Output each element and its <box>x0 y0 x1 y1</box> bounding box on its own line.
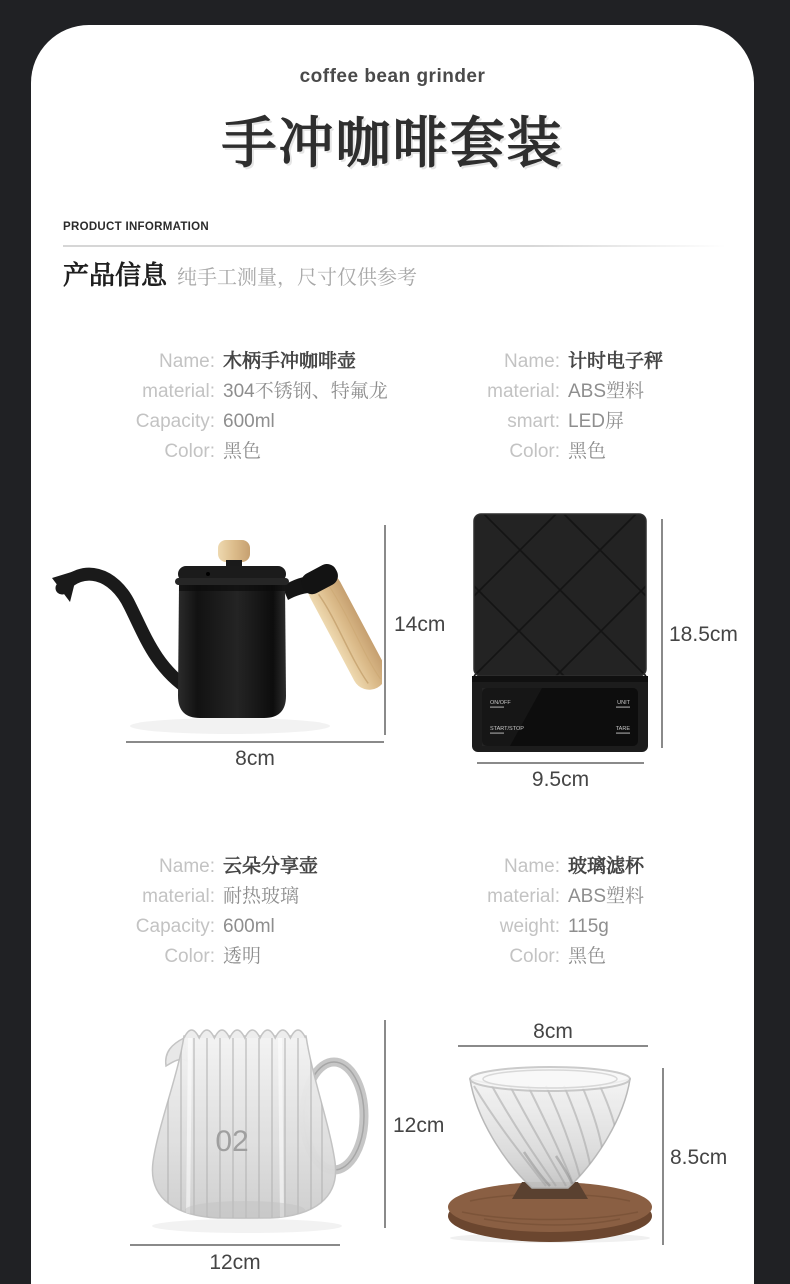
spec-row <box>440 942 770 972</box>
spec-row <box>95 407 425 437</box>
spec-value: 黑色 <box>568 441 607 462</box>
server-width-label: 12cm <box>209 1251 261 1274</box>
spec-row <box>440 347 770 377</box>
scale-height-line <box>661 519 663 748</box>
spec-value: ABS塑料 <box>568 381 645 402</box>
dripper-width-label: 8cm <box>533 1020 573 1043</box>
spec-label: Color: <box>509 946 560 967</box>
section-divider <box>63 245 726 247</box>
spec-value: LED屏 <box>568 411 624 432</box>
spec-label: Color: <box>164 946 215 967</box>
server-height-line <box>384 1020 386 1228</box>
spec-row <box>95 912 425 942</box>
spec-row <box>440 377 770 407</box>
spec-value: ABS塑料 <box>568 886 645 907</box>
spec-row <box>95 882 425 912</box>
spec-value: 600ml <box>223 916 275 937</box>
spec-row <box>440 407 770 437</box>
server-pot-image <box>122 1014 372 1240</box>
spec-row <box>95 942 425 972</box>
scale-button-on-off[interactable]: ON/OFF <box>490 700 511 706</box>
spec-label: material: <box>487 381 560 402</box>
kettle-width-line <box>126 741 384 743</box>
spec-value: 黑色 <box>223 441 262 462</box>
scale-height-label: 18.5cm <box>669 623 738 646</box>
product-card <box>31 25 754 1284</box>
spec-row <box>95 347 425 377</box>
kettle-height-line <box>384 525 386 735</box>
section-heading-row <box>63 255 417 292</box>
server-size-mark: 02 <box>215 1125 249 1158</box>
section-note: 纯手工测量，尺寸仅供参考 <box>177 267 418 289</box>
scale-width-label: 9.5cm <box>531 768 590 791</box>
spec-row <box>440 882 770 912</box>
server-width-line <box>130 1244 340 1246</box>
spec-label: Color: <box>164 441 215 462</box>
spec-block-dripper <box>440 852 770 972</box>
dripper-height-label: 8.5cm <box>670 1146 728 1169</box>
section-heading: 产品信息 <box>63 260 168 290</box>
spec-value: 计时电子秤 <box>568 351 664 372</box>
spec-label: material: <box>487 886 560 907</box>
header-subtitle: coffee bean grinder <box>299 66 486 87</box>
page-title: 手冲咖啡套装 <box>221 112 564 174</box>
server-ruffled-rim <box>184 1030 306 1038</box>
scale-button-unit[interactable]: UNIT <box>617 700 630 706</box>
dripper-image <box>440 1056 660 1244</box>
scale-button-start-stop[interactable]: START/STOP <box>490 726 524 732</box>
spec-label: Name: <box>504 856 560 877</box>
spec-value: 304不锈钢、特氟龙 <box>223 381 388 402</box>
spec-label: Capacity: <box>135 411 215 432</box>
spec-value: 木柄手冲咖啡壶 <box>223 351 357 372</box>
kettle-body <box>178 585 286 718</box>
scale-width-line <box>477 762 644 764</box>
spec-block-scale <box>440 347 770 467</box>
spec-value: 黑色 <box>568 946 607 967</box>
spec-row <box>440 912 770 942</box>
spec-label: weight: <box>499 916 560 937</box>
spec-value: 耐热玻璃 <box>223 886 300 907</box>
scale-image <box>470 512 650 756</box>
spec-value: 600ml <box>223 411 275 432</box>
spec-label: Name: <box>504 351 560 372</box>
kettle-image <box>48 528 382 742</box>
section-eyebrow: PRODUCT INFORMATION <box>63 221 210 233</box>
spec-block-kettle <box>95 347 425 467</box>
spec-value: 透明 <box>223 946 262 967</box>
kettle-lid-knob <box>218 540 250 562</box>
spec-label: smart: <box>507 411 560 432</box>
server-height-label: 12cm <box>393 1114 445 1137</box>
kettle-width-label: 8cm <box>235 747 275 770</box>
spec-value: 115g <box>568 916 609 937</box>
spec-row <box>440 852 770 882</box>
scale-button-tare[interactable]: TARE <box>615 726 630 732</box>
spec-label: Color: <box>509 441 560 462</box>
spec-value: 云朵分享壶 <box>223 856 319 877</box>
spec-label: Name: <box>159 351 215 372</box>
spec-label: material: <box>142 886 215 907</box>
kettle-spout <box>62 574 190 690</box>
spec-label: Capacity: <box>135 916 215 937</box>
spec-row <box>95 852 425 882</box>
spec-label: Name: <box>159 856 215 877</box>
spec-block-server <box>95 852 425 972</box>
dripper-width-line <box>458 1045 648 1047</box>
spec-row <box>440 437 770 467</box>
spec-label: material: <box>142 381 215 402</box>
spec-row <box>95 377 425 407</box>
kettle-height-label: 14cm <box>394 613 446 636</box>
dripper-height-line <box>662 1068 664 1245</box>
spec-value: 玻璃滤杯 <box>568 856 645 877</box>
kettle-wood-handle <box>298 560 382 696</box>
scale-platform <box>474 514 646 676</box>
spec-row <box>95 437 425 467</box>
